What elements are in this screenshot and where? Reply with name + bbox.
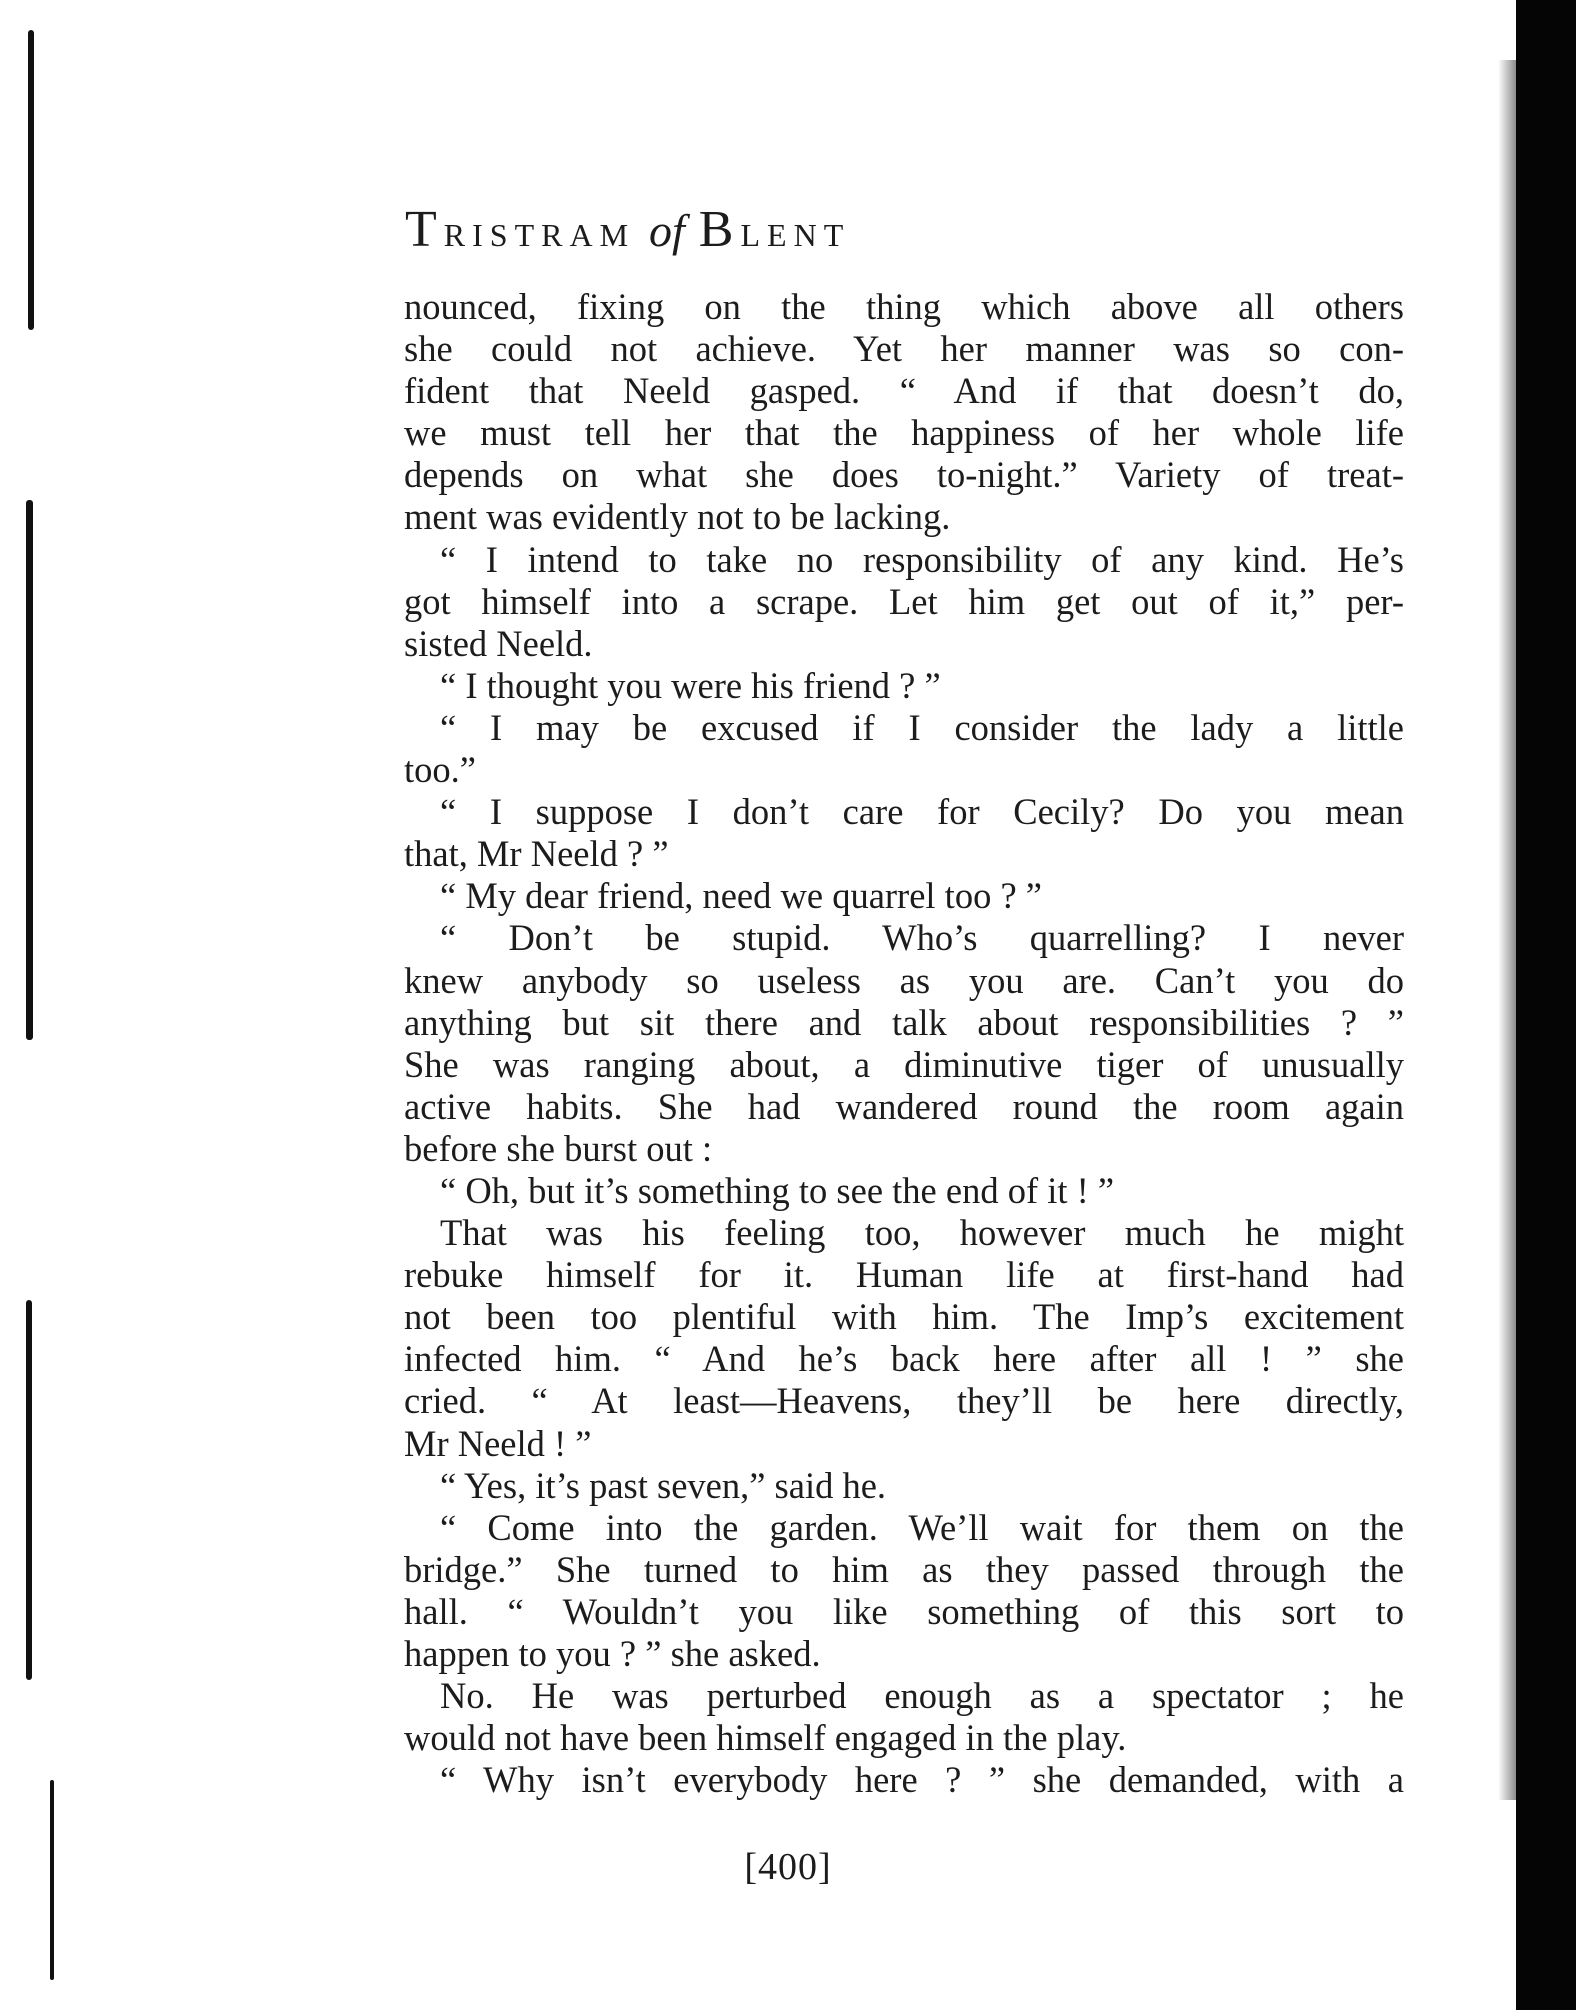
binding-edge — [1516, 0, 1576, 2010]
text-line: She was ranging about, a diminutive tiger of unusually — [404, 1043, 1404, 1085]
text-line: “ I intend to take no responsibility of any kind. He’s — [440, 538, 1404, 580]
running-head — [405, 200, 1285, 259]
text-line: would not have been himself engaged in the play. — [404, 1717, 1127, 1759]
scan-artifact-left-middle — [26, 500, 33, 1040]
text-line: “ I thought you were his friend ? ” — [440, 664, 941, 706]
text-line: That was his feeling too, however much he might — [440, 1212, 1404, 1254]
text-line: cried. “ At least—Heavens, they’ll be here directly, — [404, 1380, 1404, 1422]
running-head-cap-1: T — [405, 201, 444, 258]
text-line: happen to you ? ” she asked. — [404, 1633, 821, 1674]
text-line: too.” — [404, 749, 476, 791]
text-line: we must tell her that the happiness of her whole life — [404, 412, 1404, 454]
text-line: “ Come into the garden. We’ll wait for them on the — [440, 1506, 1404, 1548]
text-line: anything but sit there and talk about responsibilities ? ” — [404, 1001, 1404, 1043]
text-line: “ I suppose I don’t care for Cecily? Do you mean — [440, 791, 1404, 833]
text-line: before she burst out : — [404, 1127, 713, 1169]
text-line: infected him. “ And he’s back here after all ! ” she — [404, 1338, 1404, 1380]
text-line: “ Don’t be stupid. Who’s quarrelling? I never — [440, 917, 1404, 959]
running-head-of: of — [649, 205, 685, 256]
text-line: depends on what she does to-night.” Variety of treat- — [404, 454, 1404, 496]
text-line: “ Yes, it’s past seven,” said he. — [440, 1464, 887, 1506]
binding-shadow — [1498, 60, 1516, 1800]
text-line: knew anybody so useless as you are. Can’t you do — [404, 959, 1404, 1001]
text-line: sisted Neeld. — [404, 622, 593, 664]
running-head-rest-1: ristram — [443, 205, 636, 256]
text-line: Mr Neeld ! ” — [404, 1422, 592, 1464]
text-line: not been too plentiful with him. The Imp’s excitement — [404, 1296, 1404, 1338]
running-head-cap-2: B — [698, 201, 741, 258]
text-line: fident that Neeld gasped. “ And if that doesn’t do, — [404, 370, 1404, 412]
text-line: “ Oh, but it’s something to see the end of it ! ” — [440, 1169, 1115, 1211]
page-body — [404, 286, 1404, 1801]
text-line: “ Why isn’t everybody here ? ” she demanded, with a — [440, 1759, 1404, 1801]
text-line: she could not achieve. Yet her manner was so con- — [404, 328, 1404, 370]
text-line: No. He was perturbed enough as a spectator ; he — [440, 1675, 1404, 1717]
scan-artifact-left-top — [28, 30, 34, 330]
text-line: “ My dear friend, need we quarrel too ? ” — [440, 875, 1042, 917]
text-line: ment was evidently not to be lacking. — [404, 496, 951, 538]
text-line: hall. “ Wouldn’t you like something of this sort to — [404, 1590, 1404, 1632]
text-line: that, Mr Neeld ? ” — [404, 833, 669, 875]
text-line: “ I may be excused if I consider the lady a little — [440, 706, 1404, 748]
scan-artifact-left-lower — [26, 1300, 32, 1680]
text-line: got himself into a scrape. Let him get out of it,” per- — [404, 580, 1404, 622]
text-line: rebuke himself for it. Human life at first-hand had — [404, 1254, 1404, 1296]
text-line: nounced, fixing on the thing which above all others — [404, 286, 1404, 327]
text-line: active habits. She had wandered round the room again — [404, 1085, 1404, 1127]
page-number: [400] — [744, 1846, 832, 1888]
running-head-rest-2: lent — [740, 205, 851, 256]
text-line: bridge.” She turned to him as they passed through the — [404, 1548, 1404, 1590]
